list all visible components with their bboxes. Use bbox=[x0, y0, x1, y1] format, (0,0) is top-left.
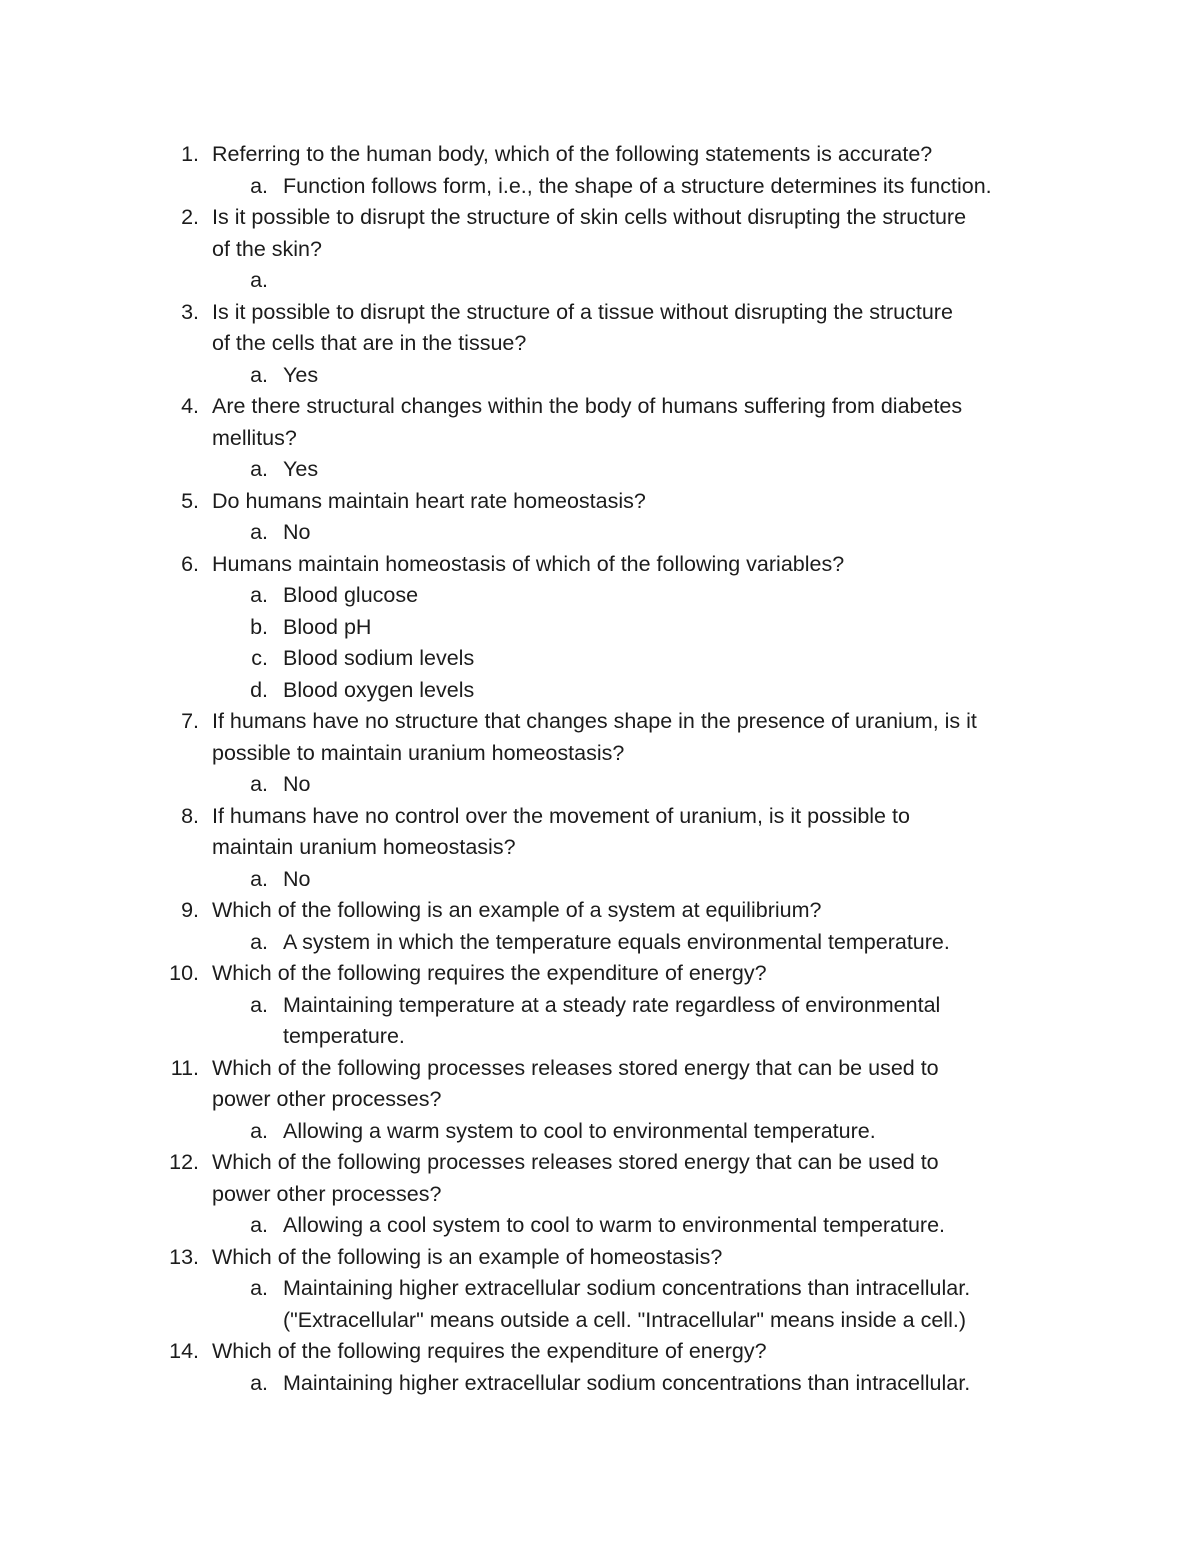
question-item bbox=[0, 1336, 1200, 1399]
question-item bbox=[0, 297, 1200, 392]
question-text: Is it possible to disrupt the structure of a tissue without disrupting the structure bbox=[212, 299, 953, 324]
question-text: Referring to the human body, which of the following statements is accurate? bbox=[212, 142, 933, 166]
answer-text: Maintaining higher extracellular sodium concentrations than intracellular. bbox=[283, 1370, 971, 1395]
question-number: 2. bbox=[181, 205, 199, 229]
question-line bbox=[0, 486, 1200, 518]
answer-line bbox=[0, 1368, 1200, 1400]
question-text: Which of the following requires the expenditure of energy? bbox=[212, 961, 767, 985]
question-text: Are there structural changes within the body of humans suffering from diabetes bbox=[212, 394, 963, 418]
question-text: If humans have no control over the movement of uranium, is it possible to bbox=[212, 803, 910, 828]
answer-letter: a. bbox=[250, 866, 268, 891]
answer-line bbox=[0, 643, 1200, 675]
question-text: Which of the following is an example of homeostasis? bbox=[212, 1244, 723, 1269]
question-line bbox=[0, 391, 1200, 423]
question-text: Which of the following processes releases stored energy that can be used to bbox=[212, 1150, 939, 1174]
question-item bbox=[0, 1053, 1200, 1148]
question-line bbox=[0, 1084, 1200, 1116]
question-text: Which of the following requires the expenditure of energy? bbox=[212, 1339, 767, 1363]
question-number: 8. bbox=[181, 803, 199, 828]
question-number: 14. bbox=[169, 1339, 199, 1363]
answer-line bbox=[0, 1273, 1200, 1305]
answer-letter: a. bbox=[250, 583, 268, 607]
question-line bbox=[0, 202, 1200, 234]
question-line bbox=[0, 958, 1200, 990]
question-line bbox=[0, 139, 1200, 171]
question-line bbox=[0, 1179, 1200, 1211]
answer-letter: a. bbox=[250, 1213, 268, 1237]
answer-line bbox=[0, 675, 1200, 707]
answer-text: No bbox=[283, 772, 311, 796]
answer-line bbox=[0, 864, 1200, 896]
answer-text: Allowing a cool system to cool to warm to environmental temperature. bbox=[283, 1213, 946, 1237]
answer-text: ("Extracellular" means outside a cell. "Intracellular" means inside a cell.) bbox=[283, 1307, 966, 1332]
question-line bbox=[0, 895, 1200, 927]
answer-letter: a. bbox=[250, 362, 268, 387]
question-number: 13. bbox=[169, 1244, 199, 1269]
question-line bbox=[0, 297, 1200, 329]
question-line bbox=[0, 234, 1200, 266]
question-text: possible to maintain uranium homeostasis? bbox=[212, 740, 625, 765]
question-item bbox=[0, 1147, 1200, 1242]
question-text: Is it possible to disrupt the structure of skin cells without disrupting the structure bbox=[212, 205, 967, 229]
answer-letter: a. bbox=[250, 173, 268, 198]
answer-text: Yes bbox=[283, 457, 319, 481]
answer-letter: a. bbox=[250, 992, 268, 1017]
question-line bbox=[0, 832, 1200, 864]
question-number: 11. bbox=[170, 1055, 199, 1080]
question-line bbox=[0, 1242, 1200, 1274]
answer-line bbox=[0, 517, 1200, 549]
question-item bbox=[0, 549, 1200, 707]
question-text: power other processes? bbox=[212, 1181, 442, 1206]
answer-line bbox=[0, 360, 1200, 392]
answer-line bbox=[0, 990, 1200, 1022]
answer-letter: c. bbox=[251, 646, 268, 670]
answer-text: Blood glucose bbox=[283, 583, 419, 607]
answer-text: No bbox=[283, 866, 311, 891]
question-text: of the cells that are in the tissue? bbox=[212, 331, 527, 355]
answer-line bbox=[0, 580, 1200, 612]
answer-line bbox=[0, 769, 1200, 801]
question-line bbox=[0, 1147, 1200, 1179]
answer-letter: a. bbox=[250, 772, 268, 796]
answer-text: temperature. bbox=[283, 1024, 405, 1048]
answer-line bbox=[0, 1116, 1200, 1148]
answer-letter: a. bbox=[250, 1276, 268, 1300]
answer-line bbox=[0, 1305, 1200, 1337]
answer-line bbox=[0, 265, 1200, 297]
answer-line bbox=[0, 612, 1200, 644]
answer-text: A system in which the temperature equals environmental temperature. bbox=[283, 929, 950, 954]
question-text: maintain uranium homeostasis? bbox=[212, 835, 516, 859]
question-line bbox=[0, 1053, 1200, 1085]
answer-text: No bbox=[283, 520, 311, 544]
question-line bbox=[0, 706, 1200, 738]
question-line bbox=[0, 738, 1200, 770]
answer-letter: a. bbox=[250, 929, 268, 954]
answer-letter: a. bbox=[250, 1118, 268, 1143]
question-item bbox=[0, 1242, 1200, 1337]
question-item bbox=[0, 202, 1200, 297]
question-number: 6. bbox=[181, 551, 199, 576]
question-line bbox=[0, 423, 1200, 455]
question-text: Which of the following is an example of a system at equilibrium? bbox=[212, 898, 822, 922]
answer-line bbox=[0, 927, 1200, 959]
question-item bbox=[0, 895, 1200, 958]
answer-line bbox=[0, 1210, 1200, 1242]
answer-text: Function follows form, i.e., the shape of a structure determines its function. bbox=[283, 173, 992, 198]
answer-letter: d. bbox=[250, 677, 268, 702]
answer-letter: a. bbox=[250, 1370, 268, 1395]
answer-text: Maintaining temperature at a steady rate regardless of environmental bbox=[283, 992, 941, 1017]
question-text: If humans have no structure that changes shape in the presence of uranium, is it bbox=[212, 709, 977, 733]
question-number: 12. bbox=[169, 1150, 199, 1174]
question-line bbox=[0, 549, 1200, 581]
question-line bbox=[0, 328, 1200, 360]
answer-text: Allowing a warm system to cool to environmental temperature. bbox=[283, 1118, 876, 1143]
answer-text: Yes bbox=[283, 362, 319, 387]
answer-text: Blood sodium levels bbox=[283, 646, 475, 670]
question-text: of the skin? bbox=[212, 236, 322, 261]
question-item bbox=[0, 958, 1200, 1053]
question-text: Which of the following processes releases stored energy that can be used to bbox=[212, 1055, 939, 1080]
answer-letter: a. bbox=[250, 520, 268, 544]
question-number: 4. bbox=[181, 394, 199, 418]
answer-line bbox=[0, 1021, 1200, 1053]
answer-letter: b. bbox=[250, 614, 268, 639]
question-text: Humans maintain homeostasis of which of the following variables? bbox=[212, 551, 845, 576]
question-text: mellitus? bbox=[212, 425, 297, 450]
question-item bbox=[0, 706, 1200, 801]
answer-text: Blood oxygen levels bbox=[283, 677, 475, 702]
question-line bbox=[0, 801, 1200, 833]
question-number: 3. bbox=[181, 299, 199, 324]
question-list bbox=[0, 139, 1200, 1399]
answer-line bbox=[0, 454, 1200, 486]
question-text: power other processes? bbox=[212, 1087, 442, 1111]
question-number: 5. bbox=[181, 488, 199, 513]
question-item bbox=[0, 391, 1200, 486]
answer-text: Blood pH bbox=[283, 614, 372, 639]
answer-line bbox=[0, 171, 1200, 203]
answer-letter: a. bbox=[250, 268, 268, 292]
question-number: 10. bbox=[169, 961, 199, 985]
question-number: 9. bbox=[181, 898, 199, 922]
question-line bbox=[0, 1336, 1200, 1368]
question-item bbox=[0, 139, 1200, 202]
answer-text: Maintaining higher extracellular sodium concentrations than intracellular. bbox=[283, 1276, 971, 1300]
question-text: Do humans maintain heart rate homeostasis? bbox=[212, 488, 646, 513]
answer-letter: a. bbox=[250, 457, 268, 481]
question-item bbox=[0, 801, 1200, 896]
question-number: 7. bbox=[181, 709, 199, 733]
question-item bbox=[0, 486, 1200, 549]
question-number: 1. bbox=[181, 142, 199, 166]
